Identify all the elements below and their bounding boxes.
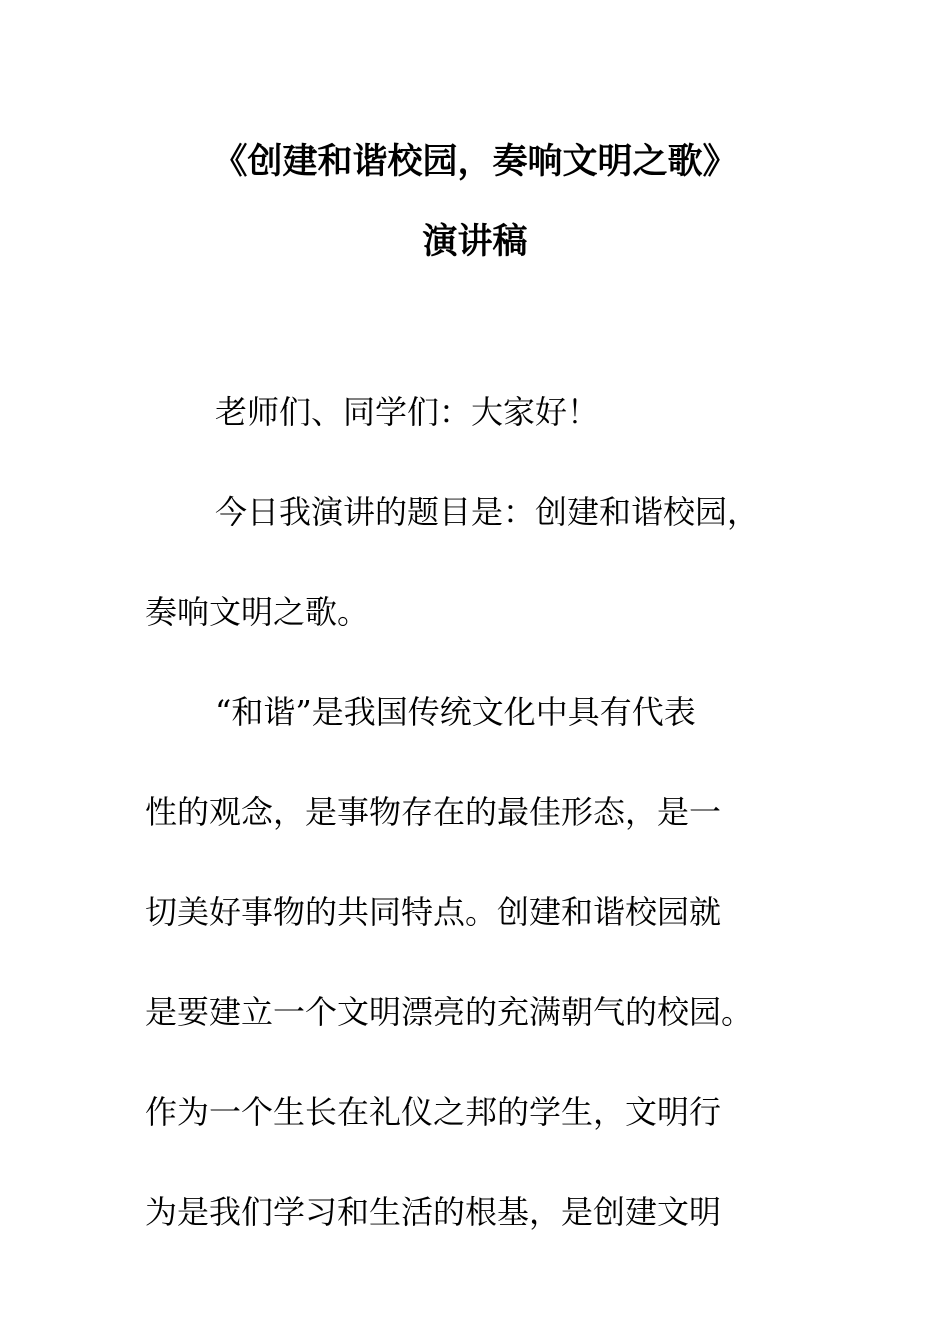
body-line-greeting: 老师们、同学们：大家好！ xyxy=(215,393,600,431)
title-line-1: 《创建和谐校园，奏响文明之歌》 xyxy=(212,142,738,182)
body-line: 作为一个生长在礼仪之邦的学生，文明行 xyxy=(145,1093,722,1131)
body-line: “和谐”是我国传统文化中具有代表 xyxy=(215,693,696,731)
speech-body xyxy=(145,362,805,1262)
document-title xyxy=(0,122,950,282)
body-line: 切美好事物的共同特点。创建和谐校园就 xyxy=(145,893,722,931)
body-line: 奏响文明之歌。 xyxy=(145,593,370,631)
body-line: 今日我演讲的题目是：创建和谐校园， xyxy=(215,493,760,531)
body-line: 性的观念，是事物存在的最佳形态，是一 xyxy=(145,793,722,831)
body-line: 为是我们学习和生活的根基，是创建文明 xyxy=(145,1193,722,1231)
title-line-2: 演讲稿 xyxy=(422,222,528,262)
body-line: 是要建立一个文明漂亮的充满朝气的校园。 xyxy=(145,993,754,1031)
